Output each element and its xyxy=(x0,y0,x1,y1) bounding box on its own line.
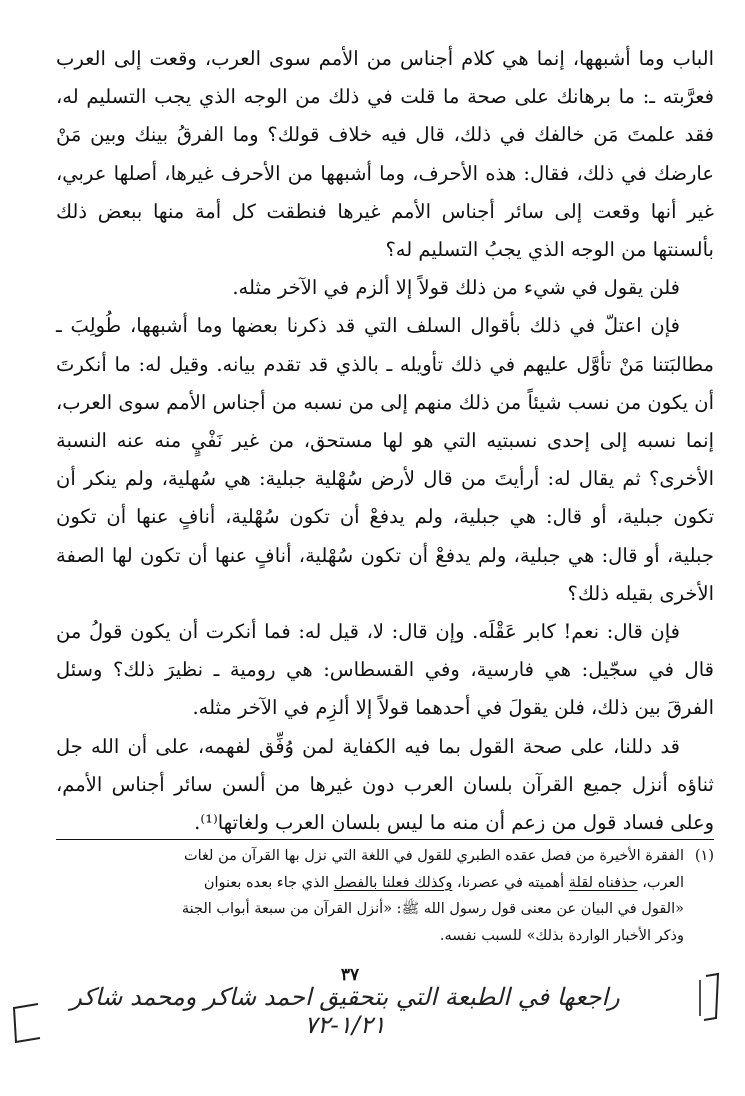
footnote-text: الفقرة الأخيرة من فصل عقده الطبري للقول في اللغة التي نزل بها القرآن من لغات xyxy=(183,848,684,864)
footnote-line xyxy=(56,843,714,870)
footnote-divider xyxy=(56,839,714,840)
underlined-text: حذفناه لقلة xyxy=(568,874,638,891)
underlined-text: وكذلك فعلنا بالفصل xyxy=(333,874,453,891)
footnote-text: الذي جاء بعده بعنوان xyxy=(203,874,334,891)
footnote-text: أهميته في عصرنا، xyxy=(452,874,569,891)
page-number: ٣٧ xyxy=(340,965,360,985)
paragraph: فإن قال: نعم! كابر عَقْلَه. وإن قال: لا، قيل له: فما أنكرت أن يكون قولُ من قال في سجّيل: هي فارسية، وفي القسطاس: هي رومية ـ نظيرَ ذلك؟ وسئل الفرقَ بين ذلك، فلن يقولَ في أحدهما قولاً إلا ألزِم في الآخر مثله. xyxy=(56,620,714,720)
footnote-line: «القول في البيان عن معنى قول رسول الله ﷺ: «أنزل القرآن من سبعة أبواب الجنة xyxy=(181,901,684,917)
footnote-line: وذكر الأخبار الواردة بذلك» للسبب نفسه. xyxy=(439,927,684,944)
footnote-number: (١) xyxy=(694,848,714,864)
paragraph: فإن اعتلّ في ذلك بأقوال السلف التي قد ذكرنا بعضها وما أشبهها، طُولِبَ ـ مطالبَتنا مَنْ تأوَّل عليهم في ذلك تأويله ـ بالذي قد تقدم بيانه. وقيل له: ما أنكرتَ أن يكون من نسب شيئاً من ذلك منهم إلى من نسبه من أجناس الأمم سوى العرب، إنما نسبه إلى إحدى نسبتيه التي هو لها مستحق، من غير نَفْيٍ منه عنه النسبة الأخرى؟ ثم يقال له: أرأيتَ من قال لأرض سُهْلية جبلية: هي سُهلية، ولم ينكر أن تكون جبلية، أو قال: هي جبلية، ولم يدفعْ أن تكون سُهْلية، أنافٍ عنها أن تكون جبلية، أو قال: هي جبلية، ولم يدفعْ أن تكون سُهْلية، أنافٍ عنها أن تكون لها الصفة الأخرى بقيله ذلك؟ xyxy=(56,314,714,605)
footnote-line xyxy=(56,870,714,897)
paragraph: قد دللنا، على صحة القول بما فيه الكفاية لمن وُفِّق لفهمه، على أن الله جل ثناؤه أنزل جميع القرآن بلسان العرب دون غيرها من ألسن سائر أجناس الأمم، وعلى فساد قول من زعم أن منه ما ليس بلسان العرب ولغاتها⁽¹⁾. xyxy=(56,734,714,835)
main-text xyxy=(56,40,714,842)
paragraph: الباب وما أشبهها، إنما هي كلام أجناس من الأمم سوى العرب، وقعت إلى العرب فعرَّبته ـ: ما برهانك على صحة ما قلت في ذلك من الوجه الذي يجب التسليم له، فقد علمتَ مَن خالفك في ذلك، قال فيه خلاف قولك؟ وما الفرقُ بينك وبين مَنْ عارضك في ذلك، فقال: هذه الأحرف، وما أشبهها من الأحرف غيرها، أصلها عربي، غير أنها وقعت إلى سائر أجناس الأمم غيرها فنطقت كل أمة منها ببعض ذلك بألسنتها من الوجه الذي يجبُ التسليم له؟ xyxy=(56,47,714,262)
footnote xyxy=(56,843,714,949)
paragraph: فلن يقول في شيء من ذلك قولاً إلا ألزم في الآخر مثله. xyxy=(232,276,680,300)
handwritten-note: راجعها في الطبعة التي بتحقيق احمد شاكر ومحمد شاكر ١/٢١-٧٢ xyxy=(70,983,620,1039)
footnote-text: العرب، xyxy=(637,874,684,891)
